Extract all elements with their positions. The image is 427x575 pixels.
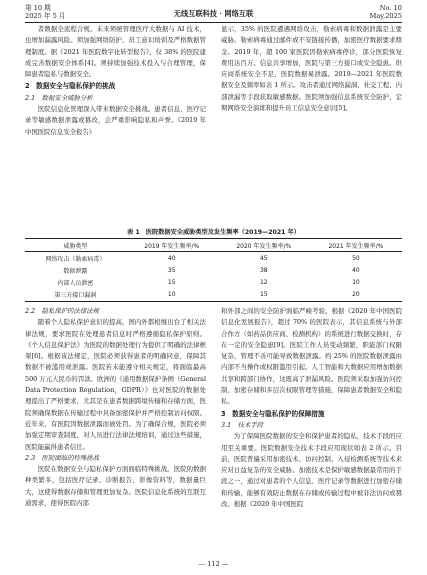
threat-frequency-table: [25, 238, 402, 302]
table-cell: 12: [259, 279, 268, 287]
column-right-top: [221, 24, 402, 114]
paragraph: 医院信息化管理深入带来数据安全挑战。患者信息、医疗记录等敏感数据泄露或篡改，会严重影响隐私和声誉。《2019 年中国医院信息安全报告》: [25, 105, 206, 136]
subsection-heading: 2.2 隐私保护的法律法规: [25, 307, 100, 315]
table-row: [25, 277, 402, 289]
table-cell: 50: [352, 254, 360, 262]
subsection-heading: 2.1 数据安全威胁分析: [25, 93, 93, 102]
table-row: [25, 252, 402, 265]
paragraph: 显示，35% 的医院遭遇网络攻击，勒索病毒和数据泄露是主要威胁。勒索病毒通过邮件或不安链接传播，加密医疗数据要求赎金。2019 年，超 100 家医院因勒索病毒停诊，部分医院恢复费用达百万。信息共享增加，医院与第三方接口或安全隐患。供应商系统安全不足，医院数据易泄露。2019—2021 年医院数据安全及频率如表 1 所示。攻击者通过网络漏洞、社交工程、内部泄漏等手段获取敏感数据。医院须加强信息系统安全防护，定期网络安全演练和提升员工信息安全意识[5]。: [221, 25, 402, 113]
column-right-bottom: [221, 306, 402, 510]
header-rule: [25, 22, 402, 23]
table-cell: 15: [167, 279, 176, 287]
date-en: May,2025: [369, 12, 402, 20]
subsection-heading: 2.3 医院面临的特殊挑战: [25, 453, 100, 462]
table-cell: 20: [310, 289, 402, 302]
page-number: — 112 —: [198, 560, 229, 568]
table-cell: 第三方接口漏洞: [25, 289, 126, 302]
table-row: [25, 289, 402, 302]
table-cell: 15: [218, 289, 310, 302]
section-heading: 3 数据安全与隐私保护的保障措施: [221, 409, 325, 418]
table-caption: 表 1 医院数据安全威胁类型及发生频率（2019—2021 年）: [127, 229, 300, 236]
table-header-row: [25, 239, 402, 252]
subsection-heading: 3.1 技术手段: [221, 420, 264, 429]
table-header-cell: 2020 年发生频率/%: [218, 239, 310, 252]
table-header-cell: 2019 年发生频率/%: [126, 239, 218, 252]
table-cell: 45: [259, 254, 268, 262]
table-cell: 10: [126, 289, 218, 302]
table-cell: 40: [352, 266, 360, 274]
journal-title: 无线互联科技 · 网络互联: [173, 9, 254, 18]
table-cell: 35: [167, 266, 176, 274]
table-cell: 38: [259, 266, 268, 274]
table-cell: 网络攻击（勒索病毒）: [45, 255, 106, 263]
table-row: [25, 264, 402, 276]
table-cell: 40: [167, 254, 176, 262]
table-cell: 10: [352, 279, 360, 287]
paragraph: 随着个人隐私保护意识的提高，国内外都相继出台了相关法律法规，要求医院在处理患者信息时严格遵循隐私保护原则。《个人信息保护法》为医院的数据处理行为提供了明确的法律框架[6]。根据该法规定，医院必须获得患者的明确同意，保障其数据不被滥用或泄露。医院若未能遵守相关规定，将面临最高 500 万元人民币的罚款。欧洲的《通用数据保护条例（General Data Protection Regulation，GDPR）》也对医院的数据处理提出了严格要求，尤其是在患者数据跨境传输和存储方面，医院须确保数据在传输过程中具备加密保护并严格控制访问权限。近年来，有医院因数据泄露而被处罚。为了确保合规，医院必须加强定期审查制度，对人员进行法律法规培训，通过这些措施，医院能赢得患者信任。: [25, 318, 206, 451]
section-heading: 2 数据安全与隐私保护的挑战: [25, 82, 116, 91]
issue-cn: 第 10 期: [25, 4, 51, 12]
paragraph: 医院在数据安全与隐私保护方面面临特殊挑战。医院的数据种类繁多，包括医疗记录、诊断报告、影像资料等，数据量巨大，这使得数据存储和管理更加复杂。医院信息化系统的互联互通需求，使得医院内部: [25, 465, 206, 508]
column-left-top: [25, 24, 206, 138]
header-right: [370, 4, 402, 20]
issue-en: No. 10: [379, 4, 402, 12]
paragraph: 为了保障医院数据的安全和保护患者的隐私，技术手段的应用至关重要。医院数据安全技术手段应用现状如表 2 所示。目前，医院普遍采用加密技术、访问控制、入侵检测系统等技术来应对日益复杂的安全威胁。加密技术是保护敏感数据最常用的手段之一，通过对患者的个人信息、医疗记录等数据进行加密存储和传输，能够有效防止数据在存储或传输过程中被非法访问或篡改。根据《2020 年中国医院: [221, 432, 402, 509]
column-left-bottom: [25, 306, 206, 509]
table-header-cell: 2021 年发生频率/%: [310, 239, 402, 252]
table-header-cell: 威胁类型: [25, 239, 126, 252]
date-cn: 2025 年 5 月: [25, 12, 66, 20]
table-cell: 内部人员泄密: [57, 280, 94, 288]
paragraph: 者数据全流程合规。未来须统管理医疗大数据与 AI 技术，也增加漏露风险。须加强网络防护、员工意识培训及严格数据管理制度。据《2021 年医院数字化转型报告》，仅 38% 的医院建成完善数据安全体系[4]。须持续加强技术投入与合理管理，保障患者隐私与数据安全。: [25, 25, 206, 79]
paragraph: 和外部之间的安全防护面临严峻考验。根据《2020 年中国医院信息化发展报告》，超过 70% 的医院表示，其信息系统与外部合作方（如药品供应商、检测机构）的系统进行数据交换时，存在一定的安全隐患[9]。医院工作人员变动频繁，职能部门权限复杂，管理不善可能导致数据泄露。约 25% 的医院数据泄露由内部不当操作或权限滥用引起。人工智能和大数据应用增加数据共享和跨部门协作，这既高了泄漏风险。医院须采取加强访问控制、加密存储和多层次权限管理等措施，保障患者数据安全和隐私。: [221, 307, 402, 406]
table-cell: 数据泄露: [63, 267, 88, 275]
